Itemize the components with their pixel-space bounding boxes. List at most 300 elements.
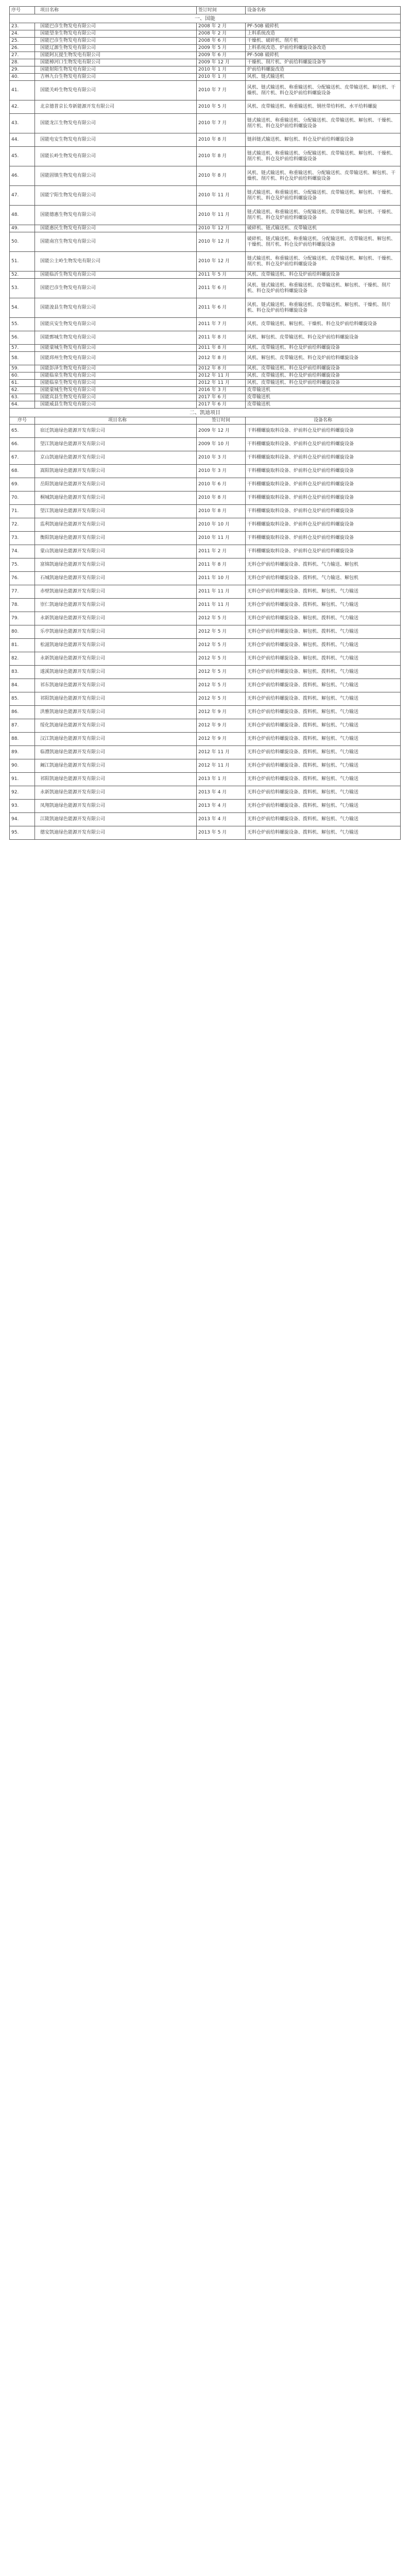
project-name: 北京德普京长寿新能源开发有限公司 xyxy=(35,100,197,114)
table-row xyxy=(10,612,401,625)
table-row xyxy=(10,352,401,365)
row-number: 81. xyxy=(10,639,35,652)
row-number: 65. xyxy=(10,425,35,438)
signing-date: 2010 年 8 月 xyxy=(197,505,246,518)
table-row xyxy=(10,133,401,147)
row-number: 26. xyxy=(10,45,35,52)
project-name: 国能蒙城生物发电有限公司 xyxy=(35,387,197,394)
equipment-name: 无料仓炉前给料螺旋设备、拨料机、解包机、气力输送 xyxy=(246,706,401,719)
signing-date: 2010 年 8 月 xyxy=(197,133,246,147)
equipment-name: 风机、皮带输送机、料仓及炉前给料螺旋设备 xyxy=(246,365,401,372)
signing-date: 2009 年 6 月 xyxy=(197,52,246,59)
table-row xyxy=(10,585,401,599)
equipment-name: 干料棚螺旋取料设备、炉前料仓及炉前给料螺旋设备 xyxy=(246,492,401,505)
equipment-name: 风机、皮带输送机、料仓及炉前给料螺旋设备 xyxy=(246,372,401,380)
row-number: 42. xyxy=(10,100,35,114)
equipment-name: 风机、皮带输送机、料仓及炉前给料螺旋设备 xyxy=(246,272,401,279)
signing-date: 2011 年 8 月 xyxy=(197,331,246,345)
project-name: 国能邳州生物发电有限公司 xyxy=(35,352,197,365)
signing-date: 2011 年 11 月 xyxy=(197,585,246,599)
project-name: 国能彭泽生物发电有限公司 xyxy=(35,365,197,372)
row-number: 62. xyxy=(10,387,35,394)
signing-date: 2010 年 6 月 xyxy=(197,478,246,492)
equipment-name: 风机、皮带输送机、料仓及炉前给料螺旋设备 xyxy=(246,380,401,387)
project-name: 永新凯迪绿色能源开发有限公司 xyxy=(35,786,197,800)
equipment-name: 风机、皮带输送机、料仓及炉前给料螺旋设备 xyxy=(246,345,401,352)
row-number: 59. xyxy=(10,365,35,372)
section-title: 二、凯迪项目 xyxy=(10,409,401,417)
row-number: 58. xyxy=(10,352,35,365)
signing-date: 2009 年 12 月 xyxy=(197,59,246,66)
table-row xyxy=(10,331,401,345)
row-number: 83. xyxy=(10,666,35,679)
equipment-name: 无料仓炉前给料螺旋设备、拨料机、解包机、气力输送 xyxy=(246,679,401,692)
table-body xyxy=(10,14,401,840)
project-name: 桐城凯迪绿色能源开发有限公司 xyxy=(35,492,197,505)
equipment-name: 无料仓炉前给料螺旋设备、拨料机、气力输送、解包机 xyxy=(246,572,401,585)
signing-date: 2012 年 11 月 xyxy=(197,380,246,387)
project-name: 蒙山凯迪绿色能源开发有限公司 xyxy=(35,545,197,558)
project-name: 国能惠民生物发电有限公司 xyxy=(35,225,197,232)
row-number: 51. xyxy=(10,252,35,272)
equipment-name: 干料棚螺旋取料设备、炉前料仓及炉前给料螺旋设备 xyxy=(246,478,401,492)
row-number: 95. xyxy=(10,826,35,840)
signing-date: 2013 年 5 月 xyxy=(197,826,246,840)
project-name: 国能望奎生物发电有限公司 xyxy=(35,30,197,38)
table-row xyxy=(10,733,401,746)
table-row xyxy=(10,59,401,66)
signing-date: 2011 年 6 月 xyxy=(197,279,246,298)
table-row xyxy=(10,272,401,279)
section-title-row xyxy=(10,409,401,417)
table-row xyxy=(10,692,401,706)
row-number: 64. xyxy=(10,401,35,409)
signing-date: 2011 年 2 月 xyxy=(197,545,246,558)
signing-date: 2008 年 2 月 xyxy=(197,30,246,38)
project-name: 国能公主岭生物发电有限公司 xyxy=(35,252,197,272)
row-number: 87. xyxy=(10,719,35,733)
row-number: 46. xyxy=(10,166,35,186)
equipment-name: PF-50B 破碎机 xyxy=(246,23,401,30)
row-number: 84. xyxy=(10,679,35,692)
equipment-name: 无料仓炉前给料螺旋设备、拨料机、解包机、气力输送 xyxy=(246,719,401,733)
equipment-name: 无料仓炉前给料螺旋设备、解包机、拨料机、气力输送 xyxy=(246,652,401,666)
project-name: 江陵凯迪绿色能源开发有限公司 xyxy=(35,813,197,826)
signing-date: 2008 年 2 月 xyxy=(197,23,246,30)
signing-date: 2012 年 5 月 xyxy=(197,612,246,625)
table-row xyxy=(10,387,401,394)
signing-date: 2010 年 1 月 xyxy=(197,74,246,81)
signing-date: 2010 年 8 月 xyxy=(197,166,246,186)
project-name: 国能辽源生物发电有限公司 xyxy=(35,45,197,52)
equipment-name: 链式输送机、称重输送机、分配输送机、皮带输送机、解包机、干燥机、削片机、料仓及炉前给料螺旋设备 xyxy=(246,147,401,166)
row-number: 56. xyxy=(10,331,35,345)
equipment-name: 风机、皮带输送机、称重输送机、钢丝带给料机、水平给料螺旋 xyxy=(246,100,401,114)
row-number: 43. xyxy=(10,114,35,133)
table-row xyxy=(10,425,401,438)
header-date: 签订时间 xyxy=(197,7,246,14)
table-row xyxy=(10,147,401,166)
project-name: 国能巴彦生物发电有限公司 xyxy=(35,23,197,30)
signing-date: 2010 年 8 月 xyxy=(197,492,246,505)
row-number: 74. xyxy=(10,545,35,558)
signing-date: 2012 年 5 月 xyxy=(197,652,246,666)
project-name: 国能德惠生物发电有限公司 xyxy=(35,206,197,225)
table-row xyxy=(10,318,401,331)
row-number: 67. xyxy=(10,451,35,465)
signing-date: 2012 年 9 月 xyxy=(197,719,246,733)
equipment-name: 无料仓炉前给料螺旋设备、拨料机、气力输送、解包机 xyxy=(246,558,401,572)
equipment-name: 上料系统改造 xyxy=(246,30,401,38)
row-number: 88. xyxy=(10,733,35,746)
row-number: 52. xyxy=(10,272,35,279)
table-row xyxy=(10,100,401,114)
row-number: 70. xyxy=(10,492,35,505)
table-row xyxy=(10,451,401,465)
project-name: 国能樟河口生物发电有限公司 xyxy=(35,59,197,66)
row-number: 79. xyxy=(10,612,35,625)
subheader-name: 项目名称 xyxy=(35,417,197,425)
signing-date: 2012 年 11 月 xyxy=(197,746,246,759)
row-number: 72. xyxy=(10,518,35,532)
signing-date: 2012 年 8 月 xyxy=(197,365,246,372)
row-number: 89. xyxy=(10,746,35,759)
subheader-equip: 设备名称 xyxy=(246,417,401,425)
table-row xyxy=(10,23,401,30)
row-number: 78. xyxy=(10,599,35,612)
project-name: 石城凯迪绿色能源开发有限公司 xyxy=(35,572,197,585)
equipment-name: 风机、链式输送机、称重输送机、分配输送机、皮带输送机、解包机、干燥机、削片机、料仓及炉前给料螺旋设备 xyxy=(246,81,401,100)
row-number: 50. xyxy=(10,232,35,252)
signing-date: 2013 年 4 月 xyxy=(197,786,246,800)
equipment-name: 链式输送机、称重输送机、分配输送机、皮带输送机、解包机、干燥机、削片机、料仓及炉前给料螺旋设备 xyxy=(246,206,401,225)
project-name: 国能临泉生物发电有限公司 xyxy=(35,380,197,387)
project-name: 嵩阳凯迪绿色能源开发有限公司 xyxy=(35,465,197,478)
equipment-name: 风机、链式输送机、称重输送机、分配输送机、皮带输送机、解包机、干燥机、削片机、料仓及炉前给料螺旋设备 xyxy=(246,166,401,186)
table-row xyxy=(10,599,401,612)
table-row xyxy=(10,532,401,545)
equipment-name: 无料仓炉前给料螺旋设备、拨料机、解包机、气力输送 xyxy=(246,773,401,786)
table-row xyxy=(10,478,401,492)
project-name: 国能浚县生物发电有限公司 xyxy=(35,298,197,318)
project-name: 永新凯迪绿色能源开发有限公司 xyxy=(35,652,197,666)
row-number: 94. xyxy=(10,813,35,826)
equipment-name: 干料棚螺旋取料设备、炉前料仓及炉前给料螺旋设备 xyxy=(246,451,401,465)
row-number: 29. xyxy=(10,66,35,74)
section-header-row xyxy=(10,417,401,425)
table-row xyxy=(10,225,401,232)
project-name: 监利凯迪绿色能源开发有限公司 xyxy=(35,518,197,532)
row-number: 49. xyxy=(10,225,35,232)
equipment-name: 链斜链式输送机、解包机、料仓及炉前给料螺旋设备 xyxy=(246,133,401,147)
equipment-name: 干料棚螺旋取料设备、炉前料仓及炉前给料螺旋设备 xyxy=(246,505,401,518)
row-number: 61. xyxy=(10,380,35,387)
row-number: 91. xyxy=(10,773,35,786)
table-row xyxy=(10,394,401,401)
project-name: 祁东凯迪绿色能源开发有限公司 xyxy=(35,679,197,692)
project-name: 崇仁凯迪绿色能源开发有限公司 xyxy=(35,599,197,612)
equipment-name: 干料棚螺旋取料设备、炉前料仓及炉前给料螺旋设备 xyxy=(246,425,401,438)
project-name: 衡阳凯迪绿色能源开发有限公司 xyxy=(35,532,197,545)
equipment-name: 无料仓炉前给料螺旋设备、解包机、拨料机、气力输送 xyxy=(246,639,401,652)
table-row xyxy=(10,518,401,532)
signing-date: 2011 年 5 月 xyxy=(197,272,246,279)
equipment-name: 干料棚螺旋取料设备、炉前料仓及炉前给料螺旋设备 xyxy=(246,438,401,451)
signing-date: 2008 年 6 月 xyxy=(197,38,246,45)
project-name: 汉江凯迪绿色能源开发有限公司 xyxy=(35,733,197,746)
project-name: 国能南宫生物发电有限公司 xyxy=(35,232,197,252)
project-name: 国能长岭生物发电有限公司 xyxy=(35,147,197,166)
row-number: 75. xyxy=(10,558,35,572)
equipment-name: 干燥机、破碎机、削片机 xyxy=(246,38,401,45)
project-name: 国能龙江生物发电有限公司 xyxy=(35,114,197,133)
signing-date: 2012 年 9 月 xyxy=(197,706,246,719)
table-row xyxy=(10,800,401,813)
signing-date: 2011 年 8 月 xyxy=(197,345,246,352)
project-name: 祁阳凯迪绿色能源开发有限公司 xyxy=(35,692,197,706)
table-row xyxy=(10,826,401,840)
equipment-name: 无料仓炉前给料螺旋设备、解包机、拨料机、气力输送 xyxy=(246,666,401,679)
header-equipment: 设备名称 xyxy=(246,7,401,14)
table-row xyxy=(10,759,401,773)
table-row xyxy=(10,545,401,558)
signing-date: 2010 年 8 月 xyxy=(197,147,246,166)
table-row xyxy=(10,298,401,318)
table-row xyxy=(10,372,401,380)
equipment-name: 干燥机、削片机、炉前给料螺旋设备等 xyxy=(246,59,401,66)
table-row xyxy=(10,639,401,652)
project-name: 国能阿瓦提生物发电有限公司 xyxy=(35,52,197,59)
signing-date: 2011 年 7 月 xyxy=(197,318,246,331)
row-number: 45. xyxy=(10,147,35,166)
row-number: 86. xyxy=(10,706,35,719)
project-name: 国能临沂生物发电有限公司 xyxy=(35,272,197,279)
equipment-name: 上料系统改造、炉前给料螺旋设备改造 xyxy=(246,45,401,52)
signing-date: 2009 年 5 月 xyxy=(197,45,246,52)
project-name: 阚江凯迪绿色能源开发有限公司 xyxy=(35,759,197,773)
signing-date: 2012 年 9 月 xyxy=(197,733,246,746)
row-number: 68. xyxy=(10,465,35,478)
signing-date: 2013 年 4 月 xyxy=(197,800,246,813)
row-number: 47. xyxy=(10,186,35,206)
project-name: 宿迁凯迪绿色能源开发有限公司 xyxy=(35,425,197,438)
table-row xyxy=(10,345,401,352)
row-number: 80. xyxy=(10,625,35,639)
project-name: 国能宁阳生物发电有限公司 xyxy=(35,186,197,206)
table-row xyxy=(10,66,401,74)
equipment-name: 风机、解包机、皮带输送机、料仓及炉前给料螺旋设备 xyxy=(246,331,401,345)
equipment-name: 风机、链式输送机 xyxy=(246,74,401,81)
row-number: 77. xyxy=(10,585,35,599)
table-row xyxy=(10,81,401,100)
signing-date: 2010 年 12 月 xyxy=(197,225,246,232)
row-number: 25. xyxy=(10,38,35,45)
equipment-name: 炉前给料螺旋改造 xyxy=(246,66,401,74)
table-row xyxy=(10,719,401,733)
project-name: 临澧凯迪绿色能源开发有限公司 xyxy=(35,746,197,759)
signing-date: 2013 年 1 月 xyxy=(197,773,246,786)
table-row xyxy=(10,666,401,679)
project-table xyxy=(9,6,401,840)
row-number: 23. xyxy=(10,23,35,30)
table-row xyxy=(10,572,401,585)
header-name: 项目名称 xyxy=(35,7,197,14)
signing-date: 2011 年 6 月 xyxy=(197,298,246,318)
equipment-name: 破碎机、链式输送机、称重输送机、分配输送机、皮带输送机、解包机、干燥机、削片机、料仓及炉前给料螺旋设备 xyxy=(246,232,401,252)
table-row xyxy=(10,74,401,81)
equipment-name: 无料仓炉前给料螺旋设备、拨料机、解包机、气力输送 xyxy=(246,759,401,773)
row-number: 63. xyxy=(10,394,35,401)
signing-date: 2016 年 3 月 xyxy=(197,387,246,394)
signing-date: 2009 年 12 月 xyxy=(197,425,246,438)
equipment-name: 风机、解包机、皮带输送机、料仓及炉前给料螺旋设备 xyxy=(246,352,401,365)
project-name: 永新凯迪绿色能源开发有限公司 xyxy=(35,612,197,625)
equipment-name: 链式输送机、称重输送机、分配输送机、皮带输送机、解包机、干燥机、削片机、料仓及炉前给料螺旋设备 xyxy=(246,114,401,133)
signing-date: 2010 年 12 月 xyxy=(197,252,246,272)
project-name: 松滋凯迪绿色能源开发有限公司 xyxy=(35,639,197,652)
project-name: 国能固镇生物发电有限公司 xyxy=(35,166,197,186)
table-row xyxy=(10,45,401,52)
signing-date: 2010 年 11 月 xyxy=(197,206,246,225)
row-number: 69. xyxy=(10,478,35,492)
row-number: 71. xyxy=(10,505,35,518)
signing-date: 2012 年 5 月 xyxy=(197,692,246,706)
equipment-name: 无料仓炉前给料螺旋设备、拨料机、解包机、气力输送 xyxy=(246,800,401,813)
signing-date: 2013 年 4 月 xyxy=(197,813,246,826)
row-number: 44. xyxy=(10,133,35,147)
signing-date: 2011 年 11 月 xyxy=(197,599,246,612)
row-number: 48. xyxy=(10,206,35,225)
table-row xyxy=(10,365,401,372)
project-name: 京山凯迪绿色能源开发有限公司 xyxy=(35,451,197,465)
signing-date: 2012 年 5 月 xyxy=(197,666,246,679)
table-row xyxy=(10,166,401,186)
table-row xyxy=(10,746,401,759)
project-name: 国能巴彦生物发电有限公司 xyxy=(35,38,197,45)
signing-date: 2012 年 8 月 xyxy=(197,352,246,365)
row-number: 92. xyxy=(10,786,35,800)
equipment-name: 皮带输送机 xyxy=(246,394,401,401)
project-name: 国能巴彦生物发电有限公司 xyxy=(35,279,197,298)
project-name: 洪雅凯迪绿色能源开发有限公司 xyxy=(35,706,197,719)
equipment-name: 干料棚螺旋取料设备、炉前料仓及炉前给料螺旋设备 xyxy=(246,532,401,545)
signing-date: 2010 年 10 月 xyxy=(197,518,246,532)
equipment-name: 无料仓炉前给料螺旋设备、拨料机、解包机、气力输送 xyxy=(246,813,401,826)
project-name: 国能宾县生物发电有限公司 xyxy=(35,394,197,401)
project-name: 国能射阳生物发电有限公司 xyxy=(35,66,197,74)
signing-date: 2012 年 5 月 xyxy=(197,639,246,652)
row-number: 76. xyxy=(10,572,35,585)
equipment-name: 无料仓炉前给料螺旋设备、拨料机、解包机、气力输送 xyxy=(246,733,401,746)
signing-date: 2010 年 11 月 xyxy=(197,186,246,206)
equipment-name: 风机、链式输送机、称重输送机、皮带输送机、解包机、干燥机、削片机、料仓及炉前给料螺旋设备 xyxy=(246,279,401,298)
signing-date: 2017 年 6 月 xyxy=(197,394,246,401)
equipment-name: PF-50B 破碎机 xyxy=(246,52,401,59)
project-name: 凤翔凯迪绿色能源开发有限公司 xyxy=(35,800,197,813)
table-row xyxy=(10,505,401,518)
table-row xyxy=(10,706,401,719)
row-number: 66. xyxy=(10,438,35,451)
row-number: 27. xyxy=(10,52,35,59)
equipment-name: 皮带输送机 xyxy=(246,387,401,394)
table-row xyxy=(10,52,401,59)
table-row xyxy=(10,813,401,826)
document xyxy=(9,6,401,840)
project-name: 遂溪凯迪绿色能源开发有限公司 xyxy=(35,666,197,679)
signing-date: 2010 年 5 月 xyxy=(197,100,246,114)
table-row xyxy=(10,252,401,272)
equipment-name: 无料仓炉前给料螺旋设备、解包机、拨料机、气力输送 xyxy=(246,612,401,625)
signing-date: 2012 年 5 月 xyxy=(197,679,246,692)
equipment-name: 干料棚螺旋取料设备、炉前料仓及炉前给料螺旋设备 xyxy=(246,518,401,532)
project-name: 赤壁凯迪绿色能源开发有限公司 xyxy=(35,585,197,599)
project-name: 国能临泉生物发电有限公司 xyxy=(35,372,197,380)
signing-date: 2011 年 8 月 xyxy=(197,558,246,572)
project-name: 国能电安生物发电有限公司 xyxy=(35,133,197,147)
row-number: 24. xyxy=(10,30,35,38)
section-title: 一、国能 xyxy=(10,14,401,23)
table-row xyxy=(10,30,401,38)
project-name: 望江凯迪绿色能源开发有限公司 xyxy=(35,438,197,451)
row-number: 55. xyxy=(10,318,35,331)
equipment-name: 破碎机、链式输送机、皮带输送机 xyxy=(246,225,401,232)
project-name: 望江凯迪绿色能源开发有限公司 xyxy=(35,505,197,518)
signing-date: 2010 年 12 月 xyxy=(197,232,246,252)
table-row xyxy=(10,652,401,666)
equipment-name: 皮带输送机 xyxy=(246,401,401,409)
project-name: 祁阳凯迪绿色能源开发有限公司 xyxy=(35,773,197,786)
signing-date: 2011 年 10 月 xyxy=(197,572,246,585)
signing-date: 2010 年 7 月 xyxy=(197,114,246,133)
table-row xyxy=(10,186,401,206)
project-name: 德安凯迪绿色能源开发有限公司 xyxy=(35,826,197,840)
signing-date: 2012 年 11 月 xyxy=(197,759,246,773)
project-name: 国能蒙城生物发电有限公司 xyxy=(35,345,197,352)
row-number: 90. xyxy=(10,759,35,773)
table-row xyxy=(10,492,401,505)
table-row xyxy=(10,679,401,692)
signing-date: 2010 年 3 月 xyxy=(197,465,246,478)
project-name: 国能威县生物发电有限公司 xyxy=(35,401,197,409)
signing-date: 2010 年 1 月 xyxy=(197,66,246,74)
section-title-row xyxy=(10,14,401,23)
signing-date: 2010 年 11 月 xyxy=(197,532,246,545)
table-row xyxy=(10,773,401,786)
row-number: 82. xyxy=(10,652,35,666)
signing-date: 2009 年 10 月 xyxy=(197,438,246,451)
equipment-name: 风机、皮带输送机、解包机、干燥机、料仓及炉前给料螺旋设备 xyxy=(246,318,401,331)
project-name: 乐亭凯迪绿色能源开发有限公司 xyxy=(35,625,197,639)
project-name: 国能庆安生物发电有限公司 xyxy=(35,318,197,331)
table-row xyxy=(10,465,401,478)
row-number: 93. xyxy=(10,800,35,813)
signing-date: 2012 年 11 月 xyxy=(197,372,246,380)
signing-date: 2012 年 5 月 xyxy=(197,625,246,639)
project-name: 绥化凯迪绿色能源开发有限公司 xyxy=(35,719,197,733)
row-number: 73. xyxy=(10,532,35,545)
subheader-date: 签订时间 xyxy=(197,417,246,425)
table-row xyxy=(10,625,401,639)
header-no: 序号 xyxy=(10,7,35,14)
equipment-name: 链式输送机、称重输送机、分配输送机、皮带输送机、解包机、干燥机、削片机、料仓及炉前给料螺旋设备 xyxy=(246,252,401,272)
equipment-name: 无料仓炉前给料螺旋设备、拨料机、解包机、气力输送 xyxy=(246,786,401,800)
subheader-no: 序号 xyxy=(10,417,35,425)
project-name: 国能关岭生物发电有限公司 xyxy=(35,81,197,100)
table-header-row xyxy=(10,7,401,14)
row-number: 57. xyxy=(10,345,35,352)
table-row xyxy=(10,279,401,298)
equipment-name: 风机、链式输送机、称重输送机、皮带输送机、解包机、干燥机、削片机、料仓及炉前给料螺旋设备 xyxy=(246,298,401,318)
